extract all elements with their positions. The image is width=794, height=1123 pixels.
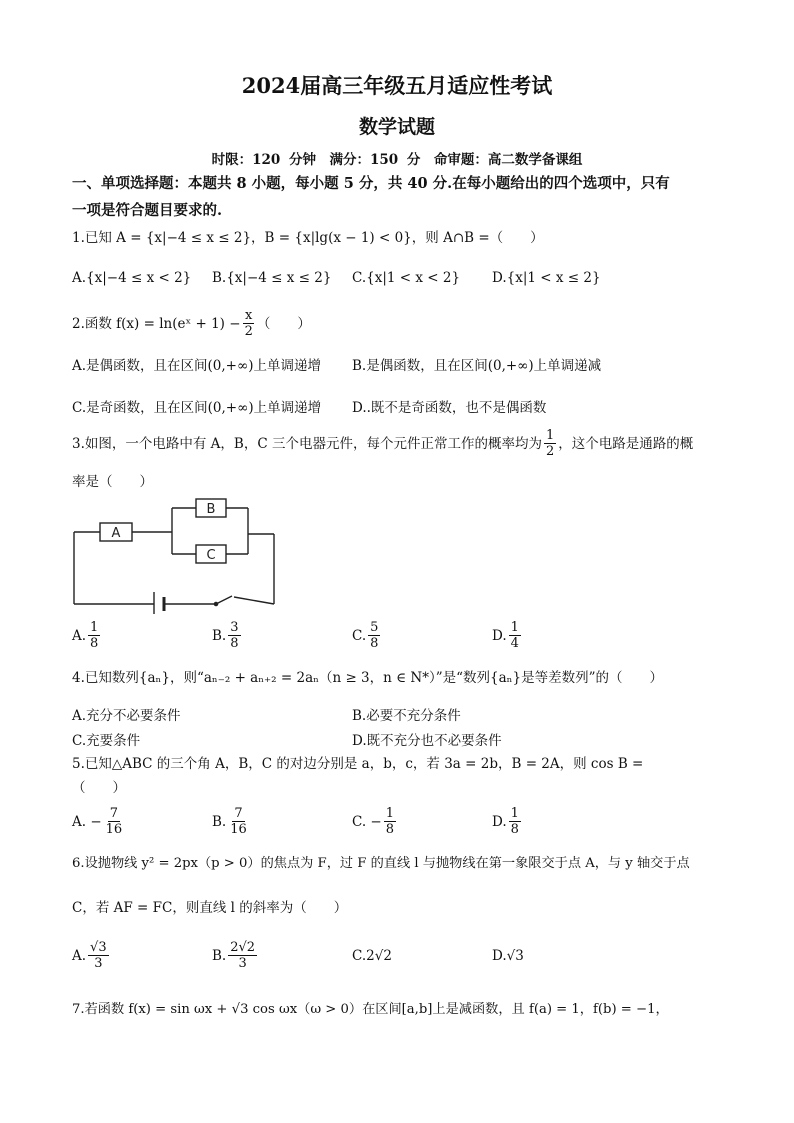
component-a-label: A (111, 526, 121, 541)
fraction-numerator: 1 (510, 620, 519, 635)
fraction-denominator: 8 (370, 636, 379, 651)
fraction-denominator: 16 (230, 822, 247, 837)
fraction-numerator: 3 (230, 620, 239, 635)
option-fraction (88, 940, 109, 971)
component-b (196, 499, 226, 517)
exam-subject: 数学试题 (358, 116, 435, 138)
question-6-option-a[interactable] (72, 940, 111, 971)
question-3-stem-text: 3.如图，一个电路中有 A，B，C 三个电器元件，每个元件正常工作的概率均为 (72, 435, 542, 452)
question-1-option-d[interactable]: D.{x|1 < x ≤ 2} (492, 270, 601, 286)
option-fraction (88, 620, 100, 651)
question-3-option-d[interactable] (492, 620, 523, 651)
fraction-numerator: x (245, 308, 253, 323)
question-2-stem-text: 2.函数 f(x) = ln(eˣ + 1) − (72, 315, 241, 332)
option-label: D. (492, 948, 507, 964)
option-fraction (228, 940, 257, 971)
question-1-option-c[interactable]: C.{x|1 < x < 2} (352, 270, 461, 286)
question-7-stem: 7.若函数 f(x) = sin ωx + √3 cos ωx（ω > 0）在区间[a,b]上是减函数，且 f(a) = 1，f(b) = −1， (72, 1002, 669, 1017)
fraction-numerator: 2√2 (230, 940, 256, 955)
question-3-fraction (544, 428, 556, 459)
fraction-numerator: √3 (90, 940, 107, 955)
fraction-denominator: 4 (510, 636, 519, 651)
question-6-option-c[interactable] (352, 948, 392, 964)
question-2-stem-tail: （ ） (256, 315, 311, 332)
question-1-option-b[interactable]: B.{x|−4 ≤ x ≤ 2} (212, 270, 332, 286)
question-2-option-b[interactable]: B.是偶函数，且在区间(0,+∞)上单调递减 (352, 358, 602, 374)
question-6-option-d[interactable] (492, 948, 524, 964)
component-b-label: B (206, 502, 216, 517)
fraction-numerator: 1 (510, 806, 519, 821)
question-5-option-d[interactable] (492, 806, 523, 837)
question-4-stem: 4.已知数列{aₙ}，则“aₙ₋₂ + aₙ₊₂ = 2aₙ（n ≥ 3，n ∈ N*）”是“数列{aₙ}是等差数列”的（ ） (72, 670, 664, 686)
option-label: B. (212, 813, 227, 830)
question-1-stem: 1.已知 A = {x|−4 ≤ x ≤ 2}，B = {x|lg(x − 1) < 0}，则 A∩B =（ ） (72, 230, 544, 246)
option-label: A. (72, 627, 87, 644)
fraction-denominator: 3 (94, 956, 103, 971)
option-label: C. − (352, 813, 382, 830)
fraction-denominator: 2 (545, 444, 555, 459)
question-3-option-a[interactable] (72, 620, 102, 651)
circuit-diagram (70, 492, 280, 614)
question-5-option-a[interactable] (72, 806, 126, 837)
option-label: A. − (72, 813, 102, 830)
option-fraction (104, 806, 125, 837)
option-label: C. (352, 948, 367, 964)
question-6-stem: 6.设抛物线 y² = 2px（p > 0）的焦点为 F，过 F 的直线 l 与抛物线在第一象限交于点 A，与 y 轴交于点 (72, 856, 690, 871)
exam-title: 2024届高三年级五月适应性考试 (241, 73, 553, 98)
question-5-option-b[interactable] (212, 806, 251, 837)
section-heading-line1: 一、单项选择题：本题共 8 小题，每小题 5 分，共 40 分.在每小题给出的四个选项中，只有 (72, 175, 670, 192)
fraction-denominator: 2 (244, 324, 253, 339)
option-fraction (368, 620, 380, 651)
question-3-stem (72, 428, 693, 459)
option-label: C. (352, 627, 367, 644)
option-value: √3 (506, 948, 524, 964)
option-label: D. (492, 627, 507, 644)
question-6-stem-line2: C，若 AF = FC，则直线 l 的斜率为（ ） (72, 900, 348, 916)
option-fraction (509, 620, 521, 651)
question-4-option-b[interactable]: B.必要不充分条件 (352, 708, 461, 724)
fraction-denominator: 8 (510, 822, 519, 837)
fraction-denominator: 8 (385, 822, 395, 837)
question-3-option-c[interactable] (352, 620, 382, 651)
fraction-denominator: 8 (90, 636, 99, 651)
question-1-option-a[interactable]: A.{x|−4 ≤ x < 2} (72, 270, 192, 286)
option-fraction (228, 620, 240, 651)
fraction-numerator: 1 (385, 806, 395, 821)
question-2-option-d[interactable]: D..既不是奇函数，也不是偶函数 (352, 400, 547, 416)
question-4-option-d[interactable]: D.既不充分也不必要条件 (352, 733, 502, 749)
fraction-numerator: 7 (109, 806, 119, 821)
question-2-fraction (243, 308, 255, 339)
fraction-denominator: 8 (230, 636, 239, 651)
fraction-numerator: 7 (234, 806, 243, 821)
option-fraction (384, 806, 396, 837)
fraction-denominator: 3 (238, 956, 247, 971)
component-c (196, 545, 226, 563)
question-4-option-c[interactable]: C.充要条件 (72, 733, 141, 749)
question-2-option-c[interactable]: C.是奇函数，且在区间(0,+∞)上单调递增 (72, 400, 322, 416)
question-5-option-c[interactable] (352, 806, 398, 837)
option-fraction (509, 806, 521, 837)
question-3-option-b[interactable] (212, 620, 243, 651)
question-5-stem: 5.已知△ABC 的三个角 A，B，C 的对边分别是 a，b，c，若 3a = 2b，B = 2A，则 cos B = (72, 756, 644, 772)
switch-icon (214, 596, 232, 606)
fraction-numerator: 1 (90, 620, 99, 635)
question-3-stem-line2: 率是（ ） (72, 474, 153, 490)
option-label: B. (212, 947, 227, 964)
component-c-label: C (206, 548, 216, 563)
exam-meta: 时限：120 分钟 满分：150 分 命审题：高二数学备课组 (211, 152, 583, 168)
option-fraction (228, 806, 249, 837)
fraction-denominator: 16 (105, 822, 123, 837)
option-label: D. (492, 813, 507, 830)
option-label: A. (72, 947, 87, 964)
section-heading (72, 170, 732, 224)
component-a (100, 523, 132, 541)
question-6-option-b[interactable] (212, 940, 259, 971)
question-2-option-a[interactable]: A.是偶函数，且在区间(0,+∞)上单调递增 (72, 358, 322, 374)
fraction-numerator: 1 (545, 428, 555, 443)
question-4-option-a[interactable]: A.充分不必要条件 (72, 708, 181, 724)
option-value: 2√2 (366, 948, 392, 964)
question-5-stem-line2: （ ） (72, 780, 126, 796)
option-label: B. (212, 627, 227, 644)
battery-icon (154, 592, 164, 614)
section-heading-line2: 一项是符合题目要求的. (72, 202, 223, 219)
question-3-stem-tail: ，这个电路是通路的概 (558, 435, 694, 452)
question-2-stem (72, 308, 311, 339)
fraction-numerator: 5 (370, 620, 379, 635)
